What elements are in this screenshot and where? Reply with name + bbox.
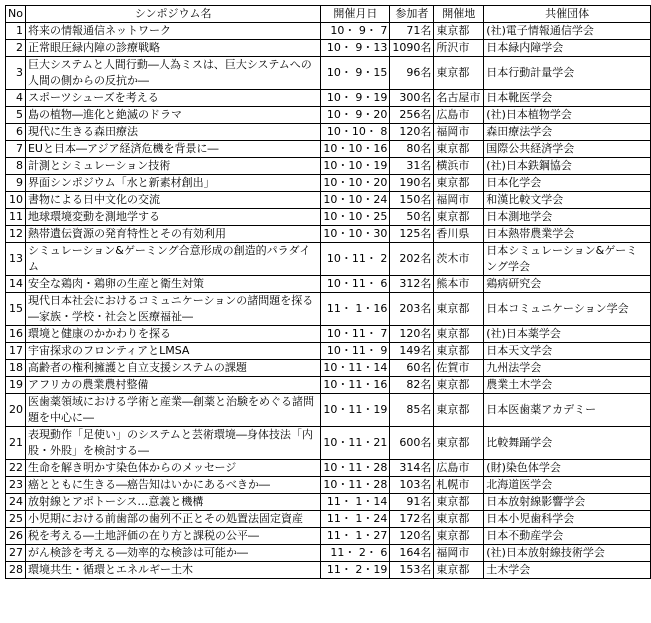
cell-no: 24: [6, 494, 26, 511]
cell-no: 25: [6, 511, 26, 528]
table-row: [6, 107, 651, 124]
cell-venue: 熊本市: [434, 276, 484, 293]
cell-no: 15: [6, 293, 26, 326]
cell-no: 23: [6, 477, 26, 494]
cell-date: 10・10・20: [321, 175, 390, 192]
cell-symposium-name: 熱帯遺伝資源の発育特性とその有効利用: [25, 226, 320, 243]
cell-date: 10・11・21: [321, 427, 390, 460]
cell-symposium-name: 安全な鶏肉・鶏卵の生産と衛生対策: [25, 276, 320, 293]
cell-organizer: 日本医歯薬アカデミー: [484, 394, 651, 427]
cell-attendance: 312名: [390, 276, 434, 293]
cell-organizer: 日本コミュニケーション学会: [484, 293, 651, 326]
cell-symposium-name: スポーツシューズを考える: [25, 90, 320, 107]
cell-venue: 所沢市: [434, 40, 484, 57]
cell-attendance: 164名: [390, 545, 434, 562]
cell-organizer: 日本放射線影響学会: [484, 494, 651, 511]
cell-symposium-name: 現代に生きる森田療法: [25, 124, 320, 141]
table-row: [6, 427, 651, 460]
cell-date: 10・10・16: [321, 141, 390, 158]
symposium-table: [5, 5, 651, 579]
cell-organizer: 日本行動計量学会: [484, 57, 651, 90]
cell-no: 16: [6, 326, 26, 343]
cell-organizer: (社)日本鉄鋼協会: [484, 158, 651, 175]
cell-date: 10・11・28: [321, 477, 390, 494]
cell-no: 27: [6, 545, 26, 562]
cell-symposium-name: 放射線とアポトーシス…意義と機構: [25, 494, 320, 511]
header-attendance: 参加者: [390, 6, 434, 23]
cell-venue: 東京都: [434, 494, 484, 511]
cell-attendance: 125名: [390, 226, 434, 243]
cell-date: 11・ 2・19: [321, 562, 390, 579]
cell-organizer: 日本シミュレーション&ゲーミング学会: [484, 243, 651, 276]
cell-venue: 東京都: [434, 511, 484, 528]
table-row: [6, 511, 651, 528]
cell-date: 10・10・24: [321, 192, 390, 209]
cell-organizer: 森田療法学会: [484, 124, 651, 141]
cell-attendance: 80名: [390, 141, 434, 158]
cell-organizer: 和漢比較文学会: [484, 192, 651, 209]
table-row: [6, 23, 651, 40]
cell-organizer: 日本測地学会: [484, 209, 651, 226]
cell-attendance: 314名: [390, 460, 434, 477]
cell-date: 10・10・25: [321, 209, 390, 226]
cell-no: 1: [6, 23, 26, 40]
cell-no: 12: [6, 226, 26, 243]
cell-attendance: 202名: [390, 243, 434, 276]
cell-attendance: 120名: [390, 326, 434, 343]
cell-date: 10・ 9・19: [321, 90, 390, 107]
cell-organizer: (社)日本放射線技術学会: [484, 545, 651, 562]
cell-date: 11・ 2・ 6: [321, 545, 390, 562]
table-row: [6, 494, 651, 511]
cell-symposium-name: 環境共生・循環とエネルギー土木: [25, 562, 320, 579]
cell-no: 7: [6, 141, 26, 158]
cell-venue: 東京都: [434, 326, 484, 343]
table-row: [6, 360, 651, 377]
cell-organizer: 日本緑内障学会: [484, 40, 651, 57]
cell-organizer: (財)染色体学会: [484, 460, 651, 477]
cell-organizer: 日本天文学会: [484, 343, 651, 360]
cell-symposium-name: シミュレーション&ゲーミング合意形成の創造的パラダイム: [25, 243, 320, 276]
table-row: [6, 124, 651, 141]
cell-venue: 東京都: [434, 377, 484, 394]
cell-symposium-name: 高齢者の権利擁護と自立支援システムの課題: [25, 360, 320, 377]
cell-venue: 香川県: [434, 226, 484, 243]
cell-no: 18: [6, 360, 26, 377]
cell-date: 11・ 1・27: [321, 528, 390, 545]
cell-organizer: 比較舞踊学会: [484, 427, 651, 460]
cell-organizer: 鶏病研究会: [484, 276, 651, 293]
cell-date: 10・11・ 7: [321, 326, 390, 343]
table-row: [6, 477, 651, 494]
cell-attendance: 82名: [390, 377, 434, 394]
cell-attendance: 71名: [390, 23, 434, 40]
cell-date: 10・11・28: [321, 460, 390, 477]
cell-date: 11・ 1・16: [321, 293, 390, 326]
cell-symposium-name: アフリカの農業農村整備: [25, 377, 320, 394]
cell-venue: 福岡市: [434, 545, 484, 562]
cell-symposium-name: 表現動作「足使い」のシステムと芸術環境―身体技法「内股・外股」を検討する―: [25, 427, 320, 460]
table-row: [6, 460, 651, 477]
cell-attendance: 31名: [390, 158, 434, 175]
table-row: [6, 226, 651, 243]
cell-attendance: 149名: [390, 343, 434, 360]
cell-venue: 東京都: [434, 343, 484, 360]
cell-venue: 東京都: [434, 175, 484, 192]
cell-attendance: 172名: [390, 511, 434, 528]
cell-no: 8: [6, 158, 26, 175]
cell-organizer: 日本小児歯科学会: [484, 511, 651, 528]
cell-symposium-name: 界面シンポジウム「水と新素材創出」: [25, 175, 320, 192]
table-row: [6, 57, 651, 90]
cell-no: 2: [6, 40, 26, 57]
cell-venue: 佐賀市: [434, 360, 484, 377]
cell-date: 10・11・ 6: [321, 276, 390, 293]
cell-symposium-name: EUと日本―アジア経済危機を背景に―: [25, 141, 320, 158]
cell-venue: 横浜市: [434, 158, 484, 175]
cell-organizer: 日本靴医学会: [484, 90, 651, 107]
cell-symposium-name: 巨大システムと人間行動―人為ミスは、巨大システムへの人間の側からの反抗か―: [25, 57, 320, 90]
table-row: [6, 276, 651, 293]
cell-no: 11: [6, 209, 26, 226]
cell-organizer: 土木学会: [484, 562, 651, 579]
cell-date: 10・ 9・20: [321, 107, 390, 124]
cell-symposium-name: がん検診を考える―効率的な検診は可能か―: [25, 545, 320, 562]
cell-no: 21: [6, 427, 26, 460]
cell-venue: 広島市: [434, 460, 484, 477]
cell-organizer: (社)電子情報通信学会: [484, 23, 651, 40]
cell-symposium-name: 島の植物―進化と絶滅のドラマ: [25, 107, 320, 124]
cell-organizer: 日本不動産学会: [484, 528, 651, 545]
cell-attendance: 120名: [390, 124, 434, 141]
cell-symposium-name: 医歯薬領域における学術と産業―創薬と治験をめぐる諸問題を中心に―: [25, 394, 320, 427]
cell-venue: 札幌市: [434, 477, 484, 494]
cell-venue: 福岡市: [434, 192, 484, 209]
cell-venue: 東京都: [434, 23, 484, 40]
cell-venue: 東京都: [434, 209, 484, 226]
cell-attendance: 96名: [390, 57, 434, 90]
cell-no: 6: [6, 124, 26, 141]
table-row: [6, 528, 651, 545]
header-no: No: [6, 6, 26, 23]
table-row: [6, 40, 651, 57]
cell-attendance: 190名: [390, 175, 434, 192]
header-row: [6, 6, 651, 23]
cell-symposium-name: 将来の情報通信ネットワーク: [25, 23, 320, 40]
cell-no: 22: [6, 460, 26, 477]
cell-venue: 東京都: [434, 394, 484, 427]
table-row: [6, 243, 651, 276]
table-row: [6, 343, 651, 360]
table-row: [6, 545, 651, 562]
cell-symposium-name: 地球環境変動を測地学する: [25, 209, 320, 226]
cell-venue: 福岡市: [434, 124, 484, 141]
table-row: [6, 209, 651, 226]
cell-symposium-name: 正常眼圧緑内障の診療戦略: [25, 40, 320, 57]
header-date: 開催月日: [321, 6, 390, 23]
cell-attendance: 150名: [390, 192, 434, 209]
cell-no: 17: [6, 343, 26, 360]
cell-no: 4: [6, 90, 26, 107]
cell-symposium-name: 小児期における前歯部の歯列不正とその処置法固定資産: [25, 511, 320, 528]
cell-date: 10・11・14: [321, 360, 390, 377]
header-organizer: 共催団体: [484, 6, 651, 23]
cell-no: 14: [6, 276, 26, 293]
cell-symposium-name: 税を考える―土地評価の在り方と課税の公平―: [25, 528, 320, 545]
table-row: [6, 326, 651, 343]
cell-attendance: 1090名: [390, 40, 434, 57]
table-row: [6, 90, 651, 107]
cell-no: 3: [6, 57, 26, 90]
cell-date: 10・ 9・ 7: [321, 23, 390, 40]
cell-date: 10・11・16: [321, 377, 390, 394]
table-row: [6, 377, 651, 394]
cell-attendance: 153名: [390, 562, 434, 579]
table-row: [6, 394, 651, 427]
cell-attendance: 120名: [390, 528, 434, 545]
cell-date: 10・ 9・15: [321, 57, 390, 90]
cell-symposium-name: 生命を解き明かす染色体からのメッセージ: [25, 460, 320, 477]
table-row: [6, 293, 651, 326]
cell-attendance: 103名: [390, 477, 434, 494]
cell-date: 11・ 1・14: [321, 494, 390, 511]
cell-venue: 東京都: [434, 293, 484, 326]
cell-organizer: (社)日本植物学会: [484, 107, 651, 124]
cell-no: 13: [6, 243, 26, 276]
cell-symposium-name: 現代日本社会におけるコミュニケーションの諸問題を探る―家族・学校・社会と医療福祉―: [25, 293, 320, 326]
cell-date: 10・11・19: [321, 394, 390, 427]
cell-no: 5: [6, 107, 26, 124]
cell-no: 28: [6, 562, 26, 579]
cell-venue: 茨木市: [434, 243, 484, 276]
cell-attendance: 91名: [390, 494, 434, 511]
cell-no: 26: [6, 528, 26, 545]
cell-organizer: (社)日本薬学会: [484, 326, 651, 343]
table-row: [6, 175, 651, 192]
cell-attendance: 256名: [390, 107, 434, 124]
cell-symposium-name: 書物による日中文化の交流: [25, 192, 320, 209]
cell-attendance: 60名: [390, 360, 434, 377]
cell-attendance: 600名: [390, 427, 434, 460]
cell-venue: 東京都: [434, 528, 484, 545]
cell-date: 10・10・ 8: [321, 124, 390, 141]
cell-date: 10・ 9・13: [321, 40, 390, 57]
cell-date: 10・10・19: [321, 158, 390, 175]
cell-venue: 東京都: [434, 562, 484, 579]
cell-organizer: 農業土木学会: [484, 377, 651, 394]
table-row: [6, 158, 651, 175]
cell-symposium-name: 環境と健康のかかわりを探る: [25, 326, 320, 343]
cell-symposium-name: 癌とともに生きる―癌告知はいかにあるべきか―: [25, 477, 320, 494]
cell-attendance: 300名: [390, 90, 434, 107]
cell-organizer: 国際公共経済学会: [484, 141, 651, 158]
cell-no: 20: [6, 394, 26, 427]
header-venue: 開催地: [434, 6, 484, 23]
cell-venue: 東京都: [434, 427, 484, 460]
cell-venue: 広島市: [434, 107, 484, 124]
cell-venue: 東京都: [434, 141, 484, 158]
cell-date: 10・11・ 9: [321, 343, 390, 360]
header-name: シンポジウム名: [25, 6, 320, 23]
cell-venue: 東京都: [434, 57, 484, 90]
cell-organizer: 九州法学会: [484, 360, 651, 377]
cell-attendance: 85名: [390, 394, 434, 427]
cell-no: 19: [6, 377, 26, 394]
cell-venue: 名古屋市: [434, 90, 484, 107]
cell-date: 10・10・30: [321, 226, 390, 243]
cell-date: 10・11・ 2: [321, 243, 390, 276]
table-row: [6, 192, 651, 209]
cell-organizer: 北海道医学会: [484, 477, 651, 494]
cell-no: 9: [6, 175, 26, 192]
table-row: [6, 562, 651, 579]
cell-symposium-name: 宇宙探求のフロンティアとLMSA: [25, 343, 320, 360]
cell-organizer: 日本熱帯農業学会: [484, 226, 651, 243]
cell-attendance: 50名: [390, 209, 434, 226]
cell-organizer: 日本化学会: [484, 175, 651, 192]
table-row: [6, 141, 651, 158]
cell-date: 11・ 1・24: [321, 511, 390, 528]
cell-no: 10: [6, 192, 26, 209]
cell-attendance: 203名: [390, 293, 434, 326]
cell-symposium-name: 計測とシミュレーション技術: [25, 158, 320, 175]
